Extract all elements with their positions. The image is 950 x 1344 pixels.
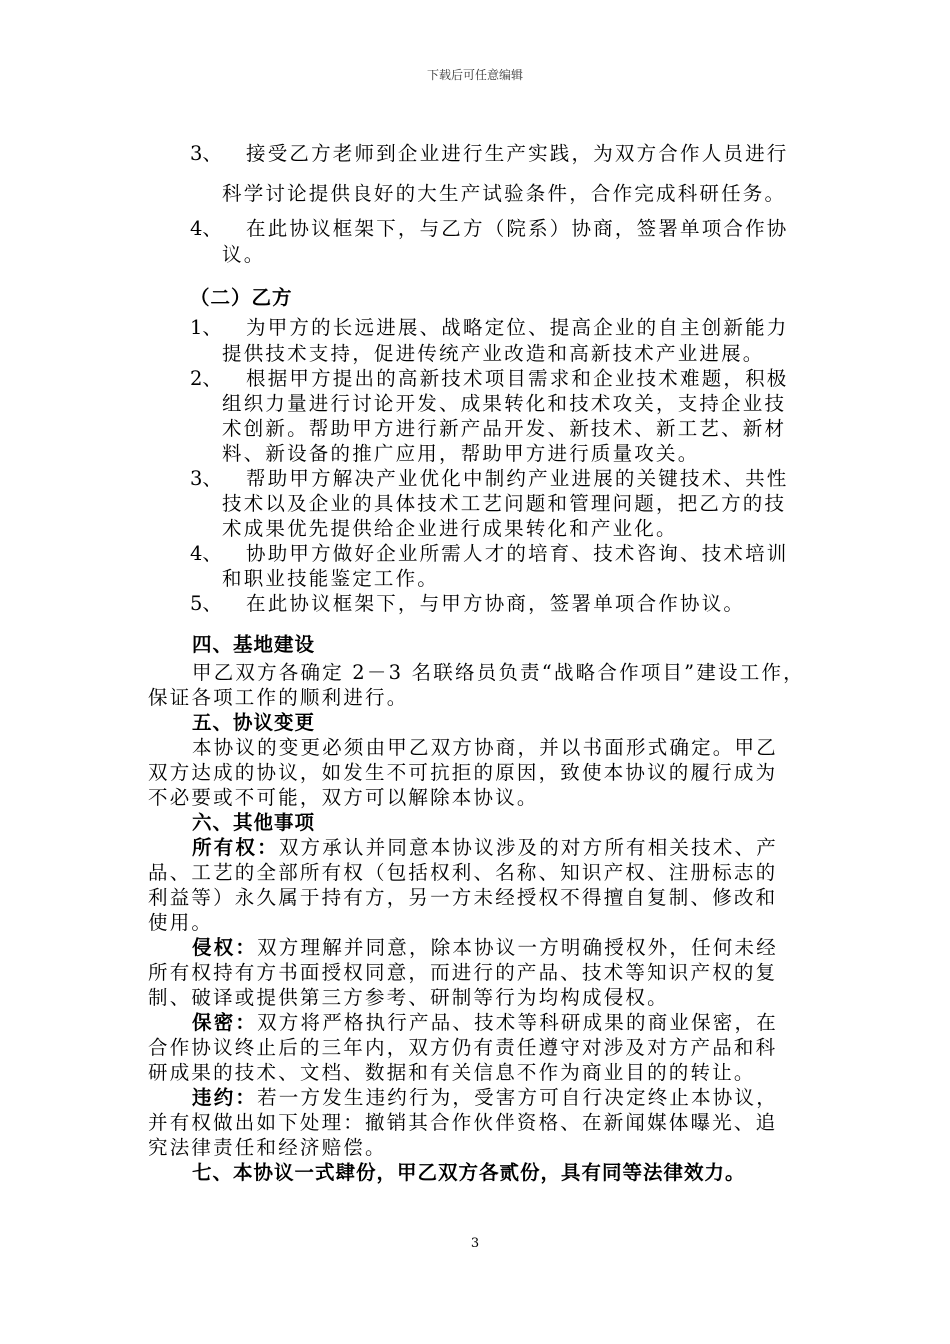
paragraph-line: 合作协议终止后的三年内，双方仍有责任遵守对涉及对方产品和科 — [148, 1036, 778, 1059]
item-number: 3、 — [190, 467, 222, 490]
paragraph-line: 品、工艺的全部所有权（包括权利、名称、知识产权、注册标志的 — [148, 861, 778, 884]
party-b-heading: （二）乙方 — [190, 286, 293, 309]
clause-label: 保密： — [192, 1011, 258, 1034]
page-number: 3 — [470, 1236, 480, 1251]
item-text: 议。 — [222, 243, 266, 266]
clause-label: 违约： — [192, 1086, 258, 1109]
clause-text: 双方理解并同意，除本协议一方明确授权外，任何未经 — [257, 936, 778, 959]
paragraph-line: 所有权持有方书面授权同意，而进行的产品、技术等知识产权的复 — [148, 961, 778, 984]
paragraph-line: 研成果的技术、文档、数据和有关信息不作为商业目的的转让。 — [148, 1061, 756, 1084]
paragraph-line: 制、破译或提供第三方参考、研制等行为均构成侵权。 — [148, 986, 669, 1009]
clause-infringement — [192, 936, 778, 960]
paragraph-line: 利益等）永久属于持有方，另一方未经授权不得擅自复制、修改和 — [148, 886, 778, 909]
item-text: 在此协议框架下，与甲方协商，签署单项合作协议。 — [246, 592, 746, 615]
clause-text: 双方将严格执行产品、技术等科研成果的商业保密，在 — [257, 1011, 778, 1034]
clause-text: 双方承认并同意本协议涉及的对方所有相关技术、产 — [278, 836, 778, 859]
section-heading: 六、其他事项 — [192, 811, 316, 834]
item-number: 5、 — [190, 592, 222, 615]
item-text: 组织力量进行讨论开发、成果转化和技术攻关，支持企业技 — [222, 392, 787, 415]
section-heading: 五、协议变更 — [192, 711, 316, 734]
section-heading: 七、本协议一式肆份，甲乙双方各贰份，具有同等法律效力。 — [192, 1161, 746, 1184]
paragraph-line: 本协议的变更必须由甲乙双方协商，并以书面形式确定。甲乙 — [192, 736, 778, 759]
item-text: 技术以及企业的具体技术工艺问题和管理问题，把乙方的技 — [222, 492, 787, 515]
item-text: 术创新。帮助甲方进行新产品开发、新技术、新工艺、新材 — [222, 417, 787, 440]
item-text: 在此协议框架下，与乙方（院系）协商，签署单项合作协 — [246, 217, 789, 240]
clause-ownership — [192, 836, 778, 860]
paragraph-line: 甲乙双方各确定 2－3 名联络员负责“战略合作项目”建设工作， — [192, 661, 805, 684]
clause-label: 所有权： — [192, 836, 279, 859]
item-number: 4、 — [190, 542, 222, 565]
clause-breach — [192, 1086, 778, 1110]
clause-confidentiality — [192, 1011, 778, 1035]
item-text: 接受乙方老师到企业进行生产实践，为双方合作人员进行 — [246, 142, 789, 165]
paragraph-line: 使用。 — [148, 911, 214, 934]
item-text: 料、新设备的推广应用，帮助甲方进行质量攻关。 — [222, 442, 700, 465]
paragraph-line: 保证各项工作的顺利进行。 — [148, 686, 409, 709]
item-number: 2、 — [190, 367, 222, 390]
item-text: 协助甲方做好企业所需人才的培育、技术咨询、技术培训 — [246, 542, 789, 565]
item-text: 和职业技能鉴定工作。 — [222, 567, 440, 590]
item-text: 根据甲方提出的高新技术项目需求和企业技术难题，积极 — [246, 367, 789, 390]
clause-text: 若一方发生违约行为，受害方可自行决定终止本协议， — [257, 1086, 778, 1109]
item-text: 为甲方的长远进展、战略定位、提高企业的自主创新能力 — [246, 316, 789, 339]
clause-label: 侵权： — [192, 936, 258, 959]
item-text: 术成果优先提供给企业进行成果转化和产业化。 — [222, 517, 678, 540]
item-text: 提供技术支持，促进传统产业改造和高新技术产业进展。 — [222, 342, 765, 365]
paragraph-line: 双方达成的协议，如发生不可抗拒的原因，致使本协议的履行成为 — [148, 761, 778, 784]
page-header: 下载后可任意编辑 — [426, 68, 523, 82]
item-text: 帮助甲方解决产业优化中制约产业进展的关键技术、共性 — [246, 467, 789, 490]
item-number: 1、 — [190, 316, 222, 339]
section-heading: 四、基地建设 — [192, 633, 316, 656]
paragraph-line: 究法律责任和经济赔偿。 — [148, 1136, 387, 1159]
item-text: 科学讨论提供良好的大生产试验条件，合作完成科研任务。 — [222, 182, 787, 205]
paragraph-line: 并有权做出如下处理：撤销其合作伙伴资格、在新闻媒体曝光、追 — [148, 1111, 778, 1134]
item-number: 4、 — [190, 217, 222, 240]
item-number: 3、 — [190, 142, 222, 165]
paragraph-line: 不必要或不可能，双方可以解除本协议。 — [148, 786, 539, 809]
